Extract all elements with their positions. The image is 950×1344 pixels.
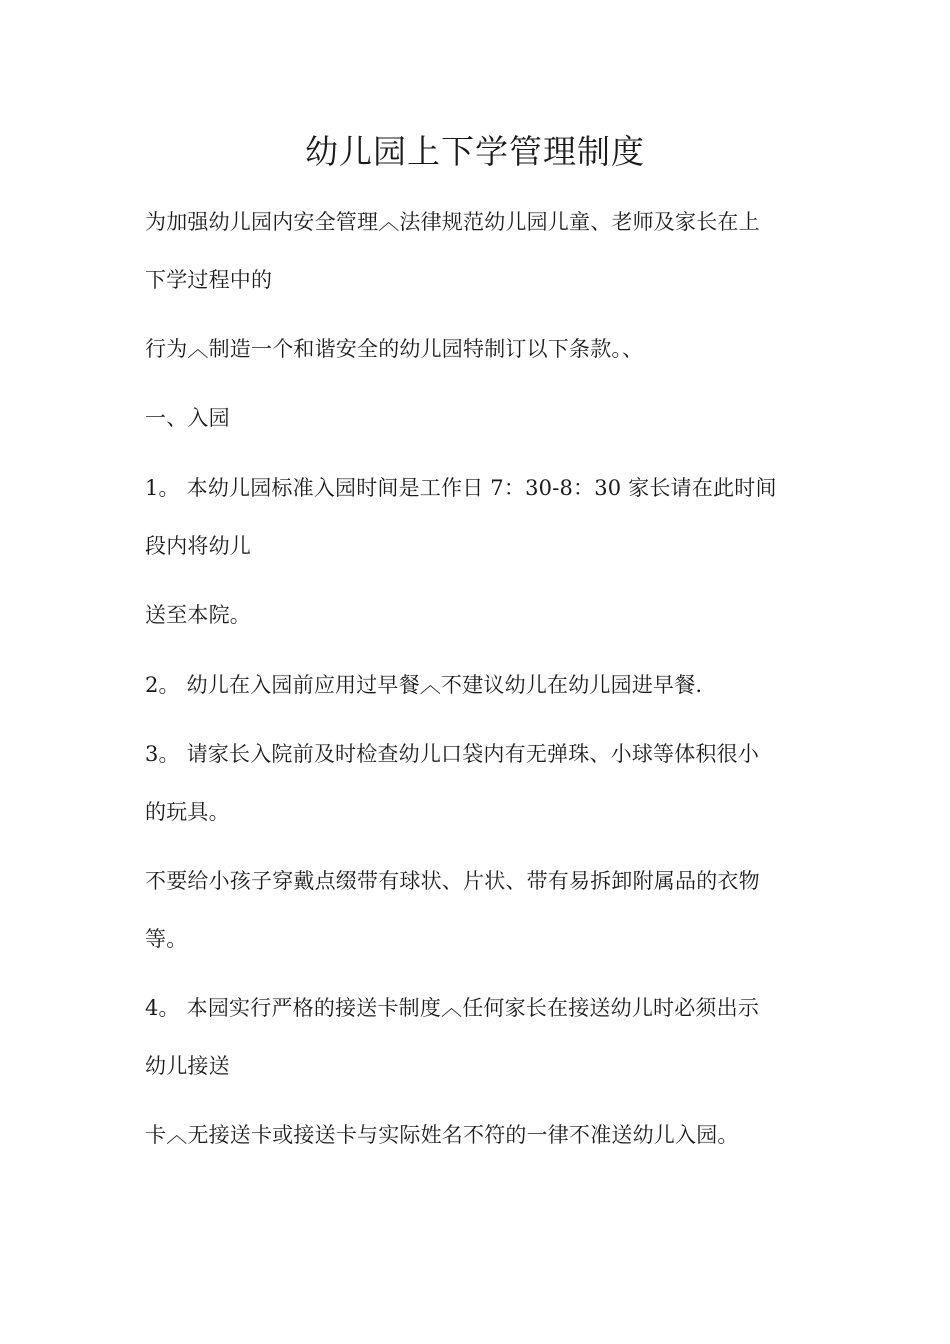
- paragraph-line: 卡︿无接送卡或接送卡与实际姓名不符的一律不准送幼儿入园。: [145, 1123, 739, 1147]
- paragraph-line: 为加强幼儿园内安全管理︿法律规范幼儿园儿童、老师及家长在上: [145, 210, 760, 234]
- section-heading: 一、入园: [145, 406, 230, 430]
- paragraph-line: 不要给小孩子穿戴点缀带有球状、片状、带有易拆卸附属品的衣物: [145, 869, 760, 893]
- paragraph-line: 4。 本园实行严格的接送卡制度︿任何家长在接送幼儿时必须出示: [145, 996, 760, 1020]
- paragraph-line: 下学过程中的: [145, 268, 273, 292]
- paragraph-line: 2。 幼儿在入园前应用过早餐︿不建议幼儿在幼儿园进早餐.: [145, 673, 703, 697]
- paragraph-line: 的玩具。: [145, 800, 230, 824]
- document-title: 幼儿园上下学管理制度: [305, 132, 645, 171]
- paragraph-line: 等。: [145, 927, 188, 951]
- paragraph-line: 3。 请家长入院前及时检查幼儿口袋内有无弹珠、小球等体积很小: [145, 742, 760, 766]
- paragraph-line: 幼儿接送: [145, 1054, 230, 1078]
- paragraph-line: 1。 本幼儿园标准入园时间是工作日 7：30-8：30 家长请在此时间: [145, 476, 777, 500]
- paragraph-line: 行为︿制造一个和谐安全的幼儿园特制订以下条款。、: [145, 337, 644, 361]
- paragraph-line: 送至本院。: [145, 603, 251, 627]
- paragraph-line: 段内将幼儿: [145, 534, 251, 558]
